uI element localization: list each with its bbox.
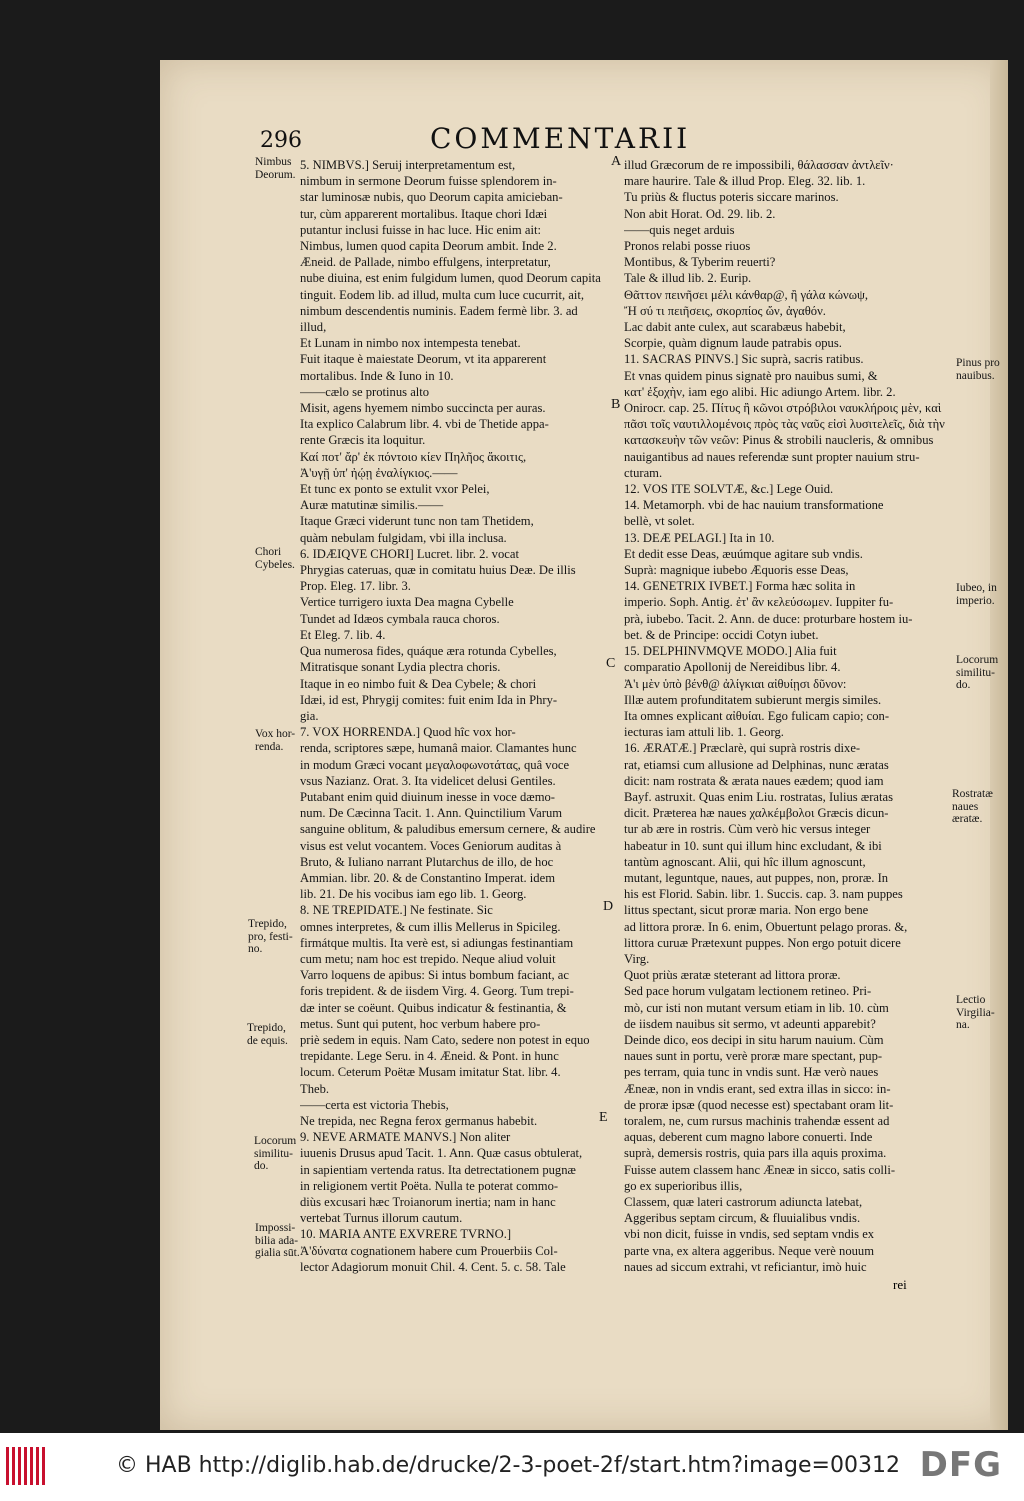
left-line: 10. MARIA ANTE EXVRERE TVRNO.] (300, 1227, 512, 1242)
right-line: ——quis neget arduis (624, 222, 735, 237)
right-line: illud Græcorum de re impossibili, θάλασσαν ἀντλεῖν· (624, 158, 894, 172)
left-line: iuuenis Drusus apud Tacit. 1. Ann. Quæ casus obtulerat, (300, 1146, 583, 1161)
left-line: nube diuina, est enim fulgidum lumen, quod Deorum capita (300, 271, 601, 286)
right-line: tur ab ære in rostris. Cùm verò hic versus integer (624, 822, 871, 837)
right-line: κατ' ἐξοχὴν, iam ego alibi. Hic adiungo Artem. libr. 2. (624, 384, 896, 399)
left-line: firmátque multis. Ita verè est, si adiungas festinantiam (300, 935, 574, 950)
left-line: nimbum in sermone Deorum fuisse splendorem in- (300, 174, 557, 189)
left-line: Fuit itaque è maiestate Deorum, vt ita apparerent (300, 352, 547, 367)
margin-note-iubeo: Iubeo, in imperio. (956, 582, 997, 607)
left-line: Tundet ad Idæos cymbala rauca choros. (300, 611, 500, 626)
left-line: foris trepident. & de iisdem Virg. 4. Georg. Tum trepi- (300, 984, 574, 999)
left-line: mortalibus. Inde & Iuno in 10. (300, 368, 454, 383)
left-line: in sapientiam vertenda ratus. Ita detrectationem pugnæ (300, 1162, 576, 1177)
right-line: naues ad siccum extrahi, vt reficiantur, imò huic (624, 1259, 867, 1274)
left-line: putantur inclusi fuisse in hac luce. Hic enim ait: (300, 222, 541, 237)
page-edge (990, 60, 1008, 1430)
right-line: Quot priùs æratæ steterant ad littora proræ. (624, 968, 841, 983)
right-line: Sed pace horum vulgatam lectionem retineo. Pri- (624, 984, 872, 999)
left-line: Qua numerosa fides, quáque æra rotunda Cybelles, (300, 644, 557, 659)
hab-logo-icon (6, 1447, 46, 1485)
margin-note-vox: Vox hor-renda. (255, 728, 296, 753)
running-title: COMMENTARII (430, 122, 691, 155)
left-line: vsus Nazianz. Orat. 3. Ita videlicet delusi Gentiles. (300, 773, 556, 788)
left-line: tinguit. Eodem lib. ad illud, multa cum luce cucurrit, ait, (300, 287, 584, 302)
right-line: Θᾶττον πεινῆσει μέλι κάνθαρ@, ἢ γάλα κώνωψ, (624, 287, 869, 302)
right-line: bellè, vt solet. (624, 514, 695, 529)
right-line: cturam. (624, 465, 663, 480)
right-line: Pronos relabi posse riuos (624, 239, 751, 254)
left-line: 8. NE TREPIDATE.] Ne festinate. Sic (300, 903, 493, 918)
right-line: 11. SACRAS PINVS.] Sic suprà, sacris ratibus. (624, 352, 864, 367)
right-line: ad littora proræ. In 6. enim, Obuertunt pelago proras. &, (624, 919, 908, 934)
left-line: Ne trepida, nec Regna ferox germanus habebit. (300, 1113, 538, 1128)
margin-note-rostratae: Rostratæ naues æratæ. (952, 788, 993, 825)
margin-note-impossibilia: Impossi-bilia ada-gialia sūt. (255, 1222, 300, 1259)
left-line: star luminosæ nubis, quo Deorum capita amicieban- (300, 190, 563, 205)
left-line: Nimbus, lumen quod capita Deorum ambit. Inde 2. (300, 239, 557, 254)
right-line: parte vna, ex altera aggeribus. Neque verè nouum (624, 1243, 875, 1258)
right-line: nauigantibus ad naues referendæ sunt propter nauium stru- (624, 449, 920, 464)
right-line: aquas, deberent cum magno labore conuerti. Inde (624, 1130, 873, 1145)
right-line: go ex superioribus illis, (624, 1178, 743, 1193)
right-line: Lac dabit ante culex, aut scarabæus habebit, (624, 320, 846, 335)
right-line: Et vnas quidem pinus signatè pro nauibus sumi, & (624, 368, 878, 383)
right-line: Deinde dico, eos decipi in situ harum nauium. Cùm (624, 1032, 884, 1047)
margin-note-nimbus: Nimbus Deorum. (255, 156, 296, 181)
right-line: toralem, ne, cum rursus machinis trahendæ essent ad (624, 1113, 890, 1128)
right-line: Virg. (624, 951, 650, 966)
left-line: Et Lunam in nimbo nox intempesta tenebat. (300, 336, 521, 351)
right-line: vbi non dicit, fuisse in vndis, sed septam vndis ex (624, 1227, 875, 1242)
right-line: littus spectant, sicut proræ maria. Non ergo bene (624, 903, 869, 918)
left-line: Et tunc ex ponto se extulit vxor Pelei, (300, 482, 490, 497)
right-line: mò, cur isti non mutant versum etiam in lib. 10. cùm (624, 1000, 889, 1015)
right-line: 13. DEÆ PELAGI.] Ita in 10. (624, 530, 775, 545)
right-line: iecturas iam attuli lib. 1. Georg. (624, 725, 784, 740)
left-line: Καί ποτ' ἄρ' ἐκ πόντοιο κίεν Πηλῆος ἄκοιτις, (300, 449, 527, 464)
margin-note-lectio: Lectio Virgilia-na. (956, 994, 995, 1031)
left-line: Idæi, id est, Phrygij comites: fuit enim Ida in Phry- (300, 692, 558, 707)
right-line: habeatur in 10. sunt qui illum hinc excludant, & ibi (624, 838, 882, 853)
right-line: dicit: nam rostrata & ærata naues eædem; quod iam (624, 773, 884, 788)
right-line: 12. VOS ITE SOLVTÆ, &c.] Lege Ouid. (624, 482, 834, 497)
right-line: mare haurire. Tale & illud Prop. Eleg. 32. lib. 1. (624, 174, 866, 189)
footer-bar (0, 1433, 1024, 1501)
right-column (624, 157, 954, 1275)
right-line: κατασκευὴν τῶν νεῶν: Pinus & strobili naucleris, & omnibus (624, 433, 934, 448)
right-line: Illæ autem profunditatem subierunt mergis similes. (624, 692, 882, 707)
left-line: Phrygias cateruas, quæ in comitatu huius Deæ. De illis (300, 563, 576, 578)
section-letter-d: D (603, 899, 614, 914)
left-line: diùs excusari hæc Troianorum inertia; nam in hanc (300, 1195, 556, 1209)
right-line: de iisdem nauibus sit sermo, vt adeunti apparebit? (624, 1016, 876, 1031)
left-line: in religionem vertit Poëta. Nulla te poterat commo- (300, 1178, 559, 1193)
left-line: 6. IDÆIQVE CHORI] Lucret. libr. 2. vocat (300, 546, 519, 561)
right-line: his est Florid. Sabin. libr. 1. Succis. cap. 3. nam puppes (624, 887, 903, 902)
section-letter-c: C (606, 656, 616, 671)
left-line: Ammian. libr. 20. & de Constantino Imperat. idem (300, 870, 555, 885)
margin-note-locorum-left: Locorum similitu-do. (254, 1135, 297, 1172)
left-line: cum metu; nam hoc est trepido. Neque aliud voluit (300, 951, 556, 966)
right-line: bet. & de Principe: occidi Cotyn iubet. (624, 627, 819, 642)
right-line: littora curuæ Prætexunt puppes. Non ergo potuit dicere (624, 935, 901, 950)
left-line: num. De Cæcinna Tacit. 1. Ann. Quinctilium Varum (300, 806, 563, 821)
left-line: 7. VOX HORRENDA.] Quod hîc vox hor- (300, 725, 516, 740)
margin-note-locorum-right: Locorum similitu-do. (956, 654, 999, 691)
left-line: Mitratisque sonant Lydia plectra choris. (300, 660, 501, 675)
right-line: prà, iubebo. Tacit. 2. Ann. de duce: proturbare hostem iu- (624, 611, 913, 626)
left-line: lector Adagiorum monuit Chil. 4. Cent. 5. c. 58. Tale (300, 1259, 566, 1274)
left-line: vertebat Turnus illorum cautum. (300, 1211, 463, 1226)
right-line: pes terram, quia tunc in vndis sunt. Hæ verò naues (624, 1065, 879, 1080)
left-line: dæ inter se coëunt. Quibus indicatur & festinantia, & (300, 1000, 567, 1015)
right-line: tantùm agnoscant. Alii, qui hîc illum agnoscunt, (624, 854, 866, 869)
left-line: rente Græcis ita loquitur. (300, 433, 426, 448)
right-line: suprà, demersis rostris, quia pars illa aquis proxima. (624, 1146, 887, 1161)
left-line: ——cælo se protinus alto (300, 384, 430, 399)
left-line: illud, (300, 320, 327, 335)
left-line: Itaque Græci viderunt tunc non tam Thetidem, (300, 514, 534, 529)
page-number: 296 (260, 128, 302, 153)
left-line: visus est velut vocantem. Voces Geniorum auditas à (300, 838, 562, 853)
left-line: Bruto, & Iuliano narrant Plutarchus de illo, de hoc (300, 854, 554, 869)
left-line: Ita explico Calabrum libr. 4. vbi de Thetide appa- (300, 417, 549, 432)
right-line: 16. ÆRATÆ.] Præclarè, qui suprà rostris dixe- (624, 741, 861, 756)
right-line: dicit. Præterea hæ naues χαλκέμβολοι Græcis dicun- (624, 806, 889, 821)
left-line: trepidante. Lege Seru. in 4. Æneid. & Pont. in hunc (300, 1049, 559, 1064)
left-column (300, 157, 612, 1275)
margin-note-chori: Chori Cybeles. (255, 546, 295, 571)
catchword: rei (893, 1277, 907, 1292)
left-line: Vertice turrigero iuxta Dea magna Cybelle (300, 595, 514, 610)
right-line: πᾶσι τοῖς ναυτιλλομένοις πρὸς τὰς ναῦς εἰσὶ λυσιτελεῖς, διὰ τὴν (624, 417, 945, 432)
left-line: nimbum descendentis numinis. Eadem fermè libr. 3. ad (300, 303, 578, 318)
left-line: omnes interpretes, & cum illis Mellerus in Spicileg. (300, 919, 561, 934)
left-line: Prop. Eleg. 17. libr. 3. (300, 579, 411, 594)
right-line: mutant, leguntque, naues, aut puppes, non, proræ. In (624, 870, 889, 885)
section-letter-b: B (611, 397, 621, 412)
right-line: Aggeribus septam circum, & fluuialibus vndis. (624, 1211, 861, 1226)
right-line: Tale & illud lib. 2. Eurip. (624, 271, 752, 286)
left-line: ——certa est victoria Thebis, (300, 1097, 449, 1112)
right-line: Ἀ'ι μὲν ὑπὸ βένθ@ ἀλίγκιαι αἰθυίῃσι δῦνον: (624, 676, 847, 691)
left-line: in modum Græci vocant μεγαλοφωνοτάτας, quâ voce (300, 757, 570, 772)
margin-note-trepido-equis: Trepido, de equis. (247, 1022, 288, 1047)
margin-note-pinus: Pinus pro nauibus. (956, 357, 1000, 382)
right-line: naues sunt in portu, verè proræ mare spectant, pup- (624, 1049, 883, 1064)
right-line: Bayf. astruxit. Quas enim Liu. rostratas, Iulius æratas (624, 789, 893, 804)
right-line: Ἤ σύ τι πειῆσεις, σκορπίος ὤν, ἀγαθόν. (624, 303, 826, 318)
right-line: Ita omnes explicant αἰθυίαι. Ego fulicam capio; con- (624, 708, 890, 723)
right-line: Æneæ, non in vndis erant, sed extra illas in sicco: in- (624, 1081, 891, 1096)
left-line: locum. Ceterum Poëtæ Musam imitatur Stat. libr. 4. (300, 1065, 561, 1080)
left-line: sanguine oblitum, & paludibus emersum cernere, & audire (300, 822, 596, 837)
left-line: Putabant enim quid diuinum inesse in voce dæmo- (300, 789, 555, 804)
left-line: lib. 21. De his vocibus iam ego lib. 1. Georg. (300, 887, 527, 902)
left-line: Ἀ'δύνατα cognationem habere cum Prouerbiis Col- (300, 1243, 558, 1258)
section-letter-e: E (599, 1110, 608, 1125)
section-letter-a: A (611, 154, 622, 169)
right-line: de proræ ipsæ (quod necesse est) spectabant oram lit- (624, 1097, 894, 1112)
left-line: priè sedem in equis. Nam Cato, sedere non potest in equo (300, 1032, 590, 1047)
left-line: Æneid. de Pallade, nimbo effulgens, interpretatur, (300, 255, 551, 270)
left-line: tur, cùm apparerent mortalibus. Itaque chori Idæi (300, 206, 548, 221)
left-line: quàm nebulam fulgidam, vbi illa inclusa. (300, 530, 507, 545)
right-line: 14. Metamorph. vbi de hac nauium transformatione (624, 498, 884, 513)
right-line: imperio. Soph. Antig. ἐτ' ἂν κελεύσωμεν. Iuppiter fu- (624, 595, 894, 610)
right-line: Onirocr. cap. 25. Πίτυς ἢ κῶνοι στρόβιλοι ναυκλήροις μὲν, καὶ (624, 401, 942, 416)
left-line: Auræ matutinæ similis.—— (300, 498, 444, 513)
right-line: Suprà: magnique iubebo Æquoris esse Deas, (624, 563, 849, 578)
left-line: Misit, agens hyemem nimbo succincta per auras. (300, 401, 546, 416)
right-line: Classem, quæ lateri castrorum adiuncta latebat, (624, 1195, 863, 1209)
right-line: Et dedit esse Deas, æuúmque agitare sub vndis. (624, 546, 863, 561)
right-line: Fuisse autem classem hanc Æneæ in sicco, satis colli- (624, 1162, 896, 1177)
left-line: Ἀ'υγῇ ὑπ' ἠῴῃ ἐναλίγκιος.—— (300, 465, 458, 480)
left-line: 9. NEVE ARMATE MANVS.] Non aliter (300, 1130, 511, 1145)
left-line: Varro loquens de apibus: Si intus bombum faciant, ac (300, 968, 569, 983)
left-line: metus. Sunt qui putent, hoc verbum habere pro- (300, 1016, 541, 1031)
right-line: Montibus, & Tyberim reuerti? (624, 255, 776, 270)
right-line: 15. DELPHINVMQVE MODO.] Alia fuit (624, 644, 837, 659)
right-line: Scorpie, quàm dignum laude patrabis opus. (624, 336, 842, 351)
left-line: Et Eleg. 7. lib. 4. (300, 627, 386, 642)
right-line: Tu priùs & fluctus poteris siccare marinos. (624, 190, 839, 205)
left-line: 5. NIMBVS.] Seruij interpretamentum est, (300, 158, 516, 172)
right-line: Non abit Horat. Od. 29. lib. 2. (624, 206, 776, 221)
right-line: 14. GENETRIX IVBET.] Forma hæc solita in (624, 579, 856, 594)
left-line: gia. (300, 708, 319, 723)
page-header (260, 122, 780, 156)
right-line: comparatio Apollonij de Nereidibus libr. 4. (624, 660, 841, 675)
dfg-logo: DFG (919, 1445, 1002, 1485)
left-line: renda, scriptores sæpe, humanâ maior. Clamantes hunc (300, 741, 577, 756)
margin-note-trepido-festino: Trepido, pro, festi-no. (248, 918, 293, 955)
left-line: Itaque in eo nimbo fuit & Dea Cybele; & chori (300, 676, 537, 691)
left-line: Theb. (300, 1081, 330, 1096)
right-line: rat, etiamsi cum allusione ad Delphinas, nunc æratas (624, 757, 889, 772)
copyright-link[interactable]: © HAB http://diglib.hab.de/drucke/2-3-poet-2f/start.htm?image=00312 (116, 1453, 900, 1478)
